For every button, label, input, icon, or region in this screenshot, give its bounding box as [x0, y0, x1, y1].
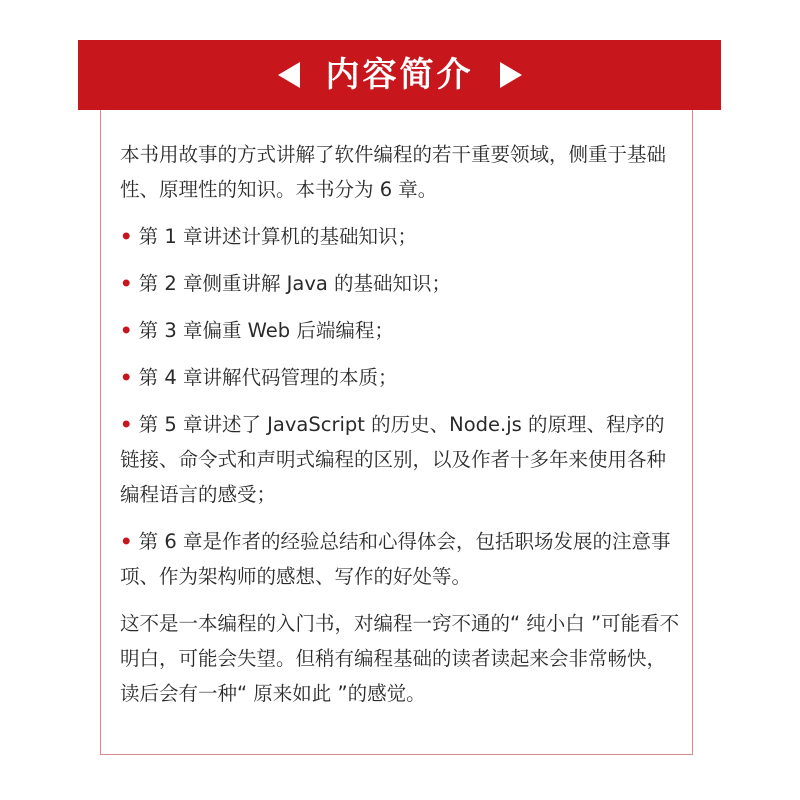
bullet-dot-icon: • — [120, 319, 133, 342]
bullet-dot-icon: • — [120, 413, 133, 436]
list-item-text: 第 3 章偏重 Web 后端编程； — [138, 319, 394, 342]
triangle-right-icon — [500, 62, 522, 88]
list-item-chapter-3 — [120, 313, 680, 348]
bullet-dot-icon: • — [120, 366, 133, 389]
bullet-dot-icon: • — [120, 530, 133, 553]
list-item-text: 第 1 章讲述计算机的基础知识； — [138, 225, 417, 248]
list-item-text: 第 6 章是作者的经验总结和心得体会，包括职场发展的注意事项、作为架构师的感想、写作的好处等。 — [120, 530, 671, 588]
list-item-text: 第 2 章侧重讲解 Java 的基础知识； — [138, 272, 452, 295]
bullet-dot-icon: • — [120, 272, 133, 295]
triangle-left-icon — [278, 62, 300, 88]
list-item-chapter-4 — [120, 360, 680, 395]
book-summary — [120, 137, 680, 723]
list-item-chapter-2 — [120, 266, 680, 301]
closing-paragraph: 这不是一本编程的入门书，对编程一窍不通的“ 纯小白 ”可能看不明白，可能会失望。但稍有编程基础的读者读起来会非常畅快，读后会有一种“ 原来如此 ”的感觉。 — [120, 612, 680, 705]
bullet-dot-icon: • — [120, 225, 133, 248]
header-inner — [278, 55, 522, 95]
list-item-text: 第 4 章讲解代码管理的本质； — [138, 366, 398, 389]
list-item-chapter-1 — [120, 219, 680, 254]
list-item-chapter-6 — [120, 524, 680, 594]
section-title: 内容简介 — [325, 55, 474, 95]
header-bar — [78, 40, 721, 110]
intro-paragraph: 本书用故事的方式讲解了软件编程的若干重要领域，侧重于基础性、原理性的知识。本书分为 6 章。 — [120, 143, 667, 201]
list-item-chapter-5 — [120, 407, 680, 512]
list-item-text: 第 5 章讲述了 JavaScript 的历史、Node.js 的原理、程序的链接、命令式和声明式编程的区别，以及作者十多年来使用各种编程语言的感受； — [120, 413, 667, 506]
